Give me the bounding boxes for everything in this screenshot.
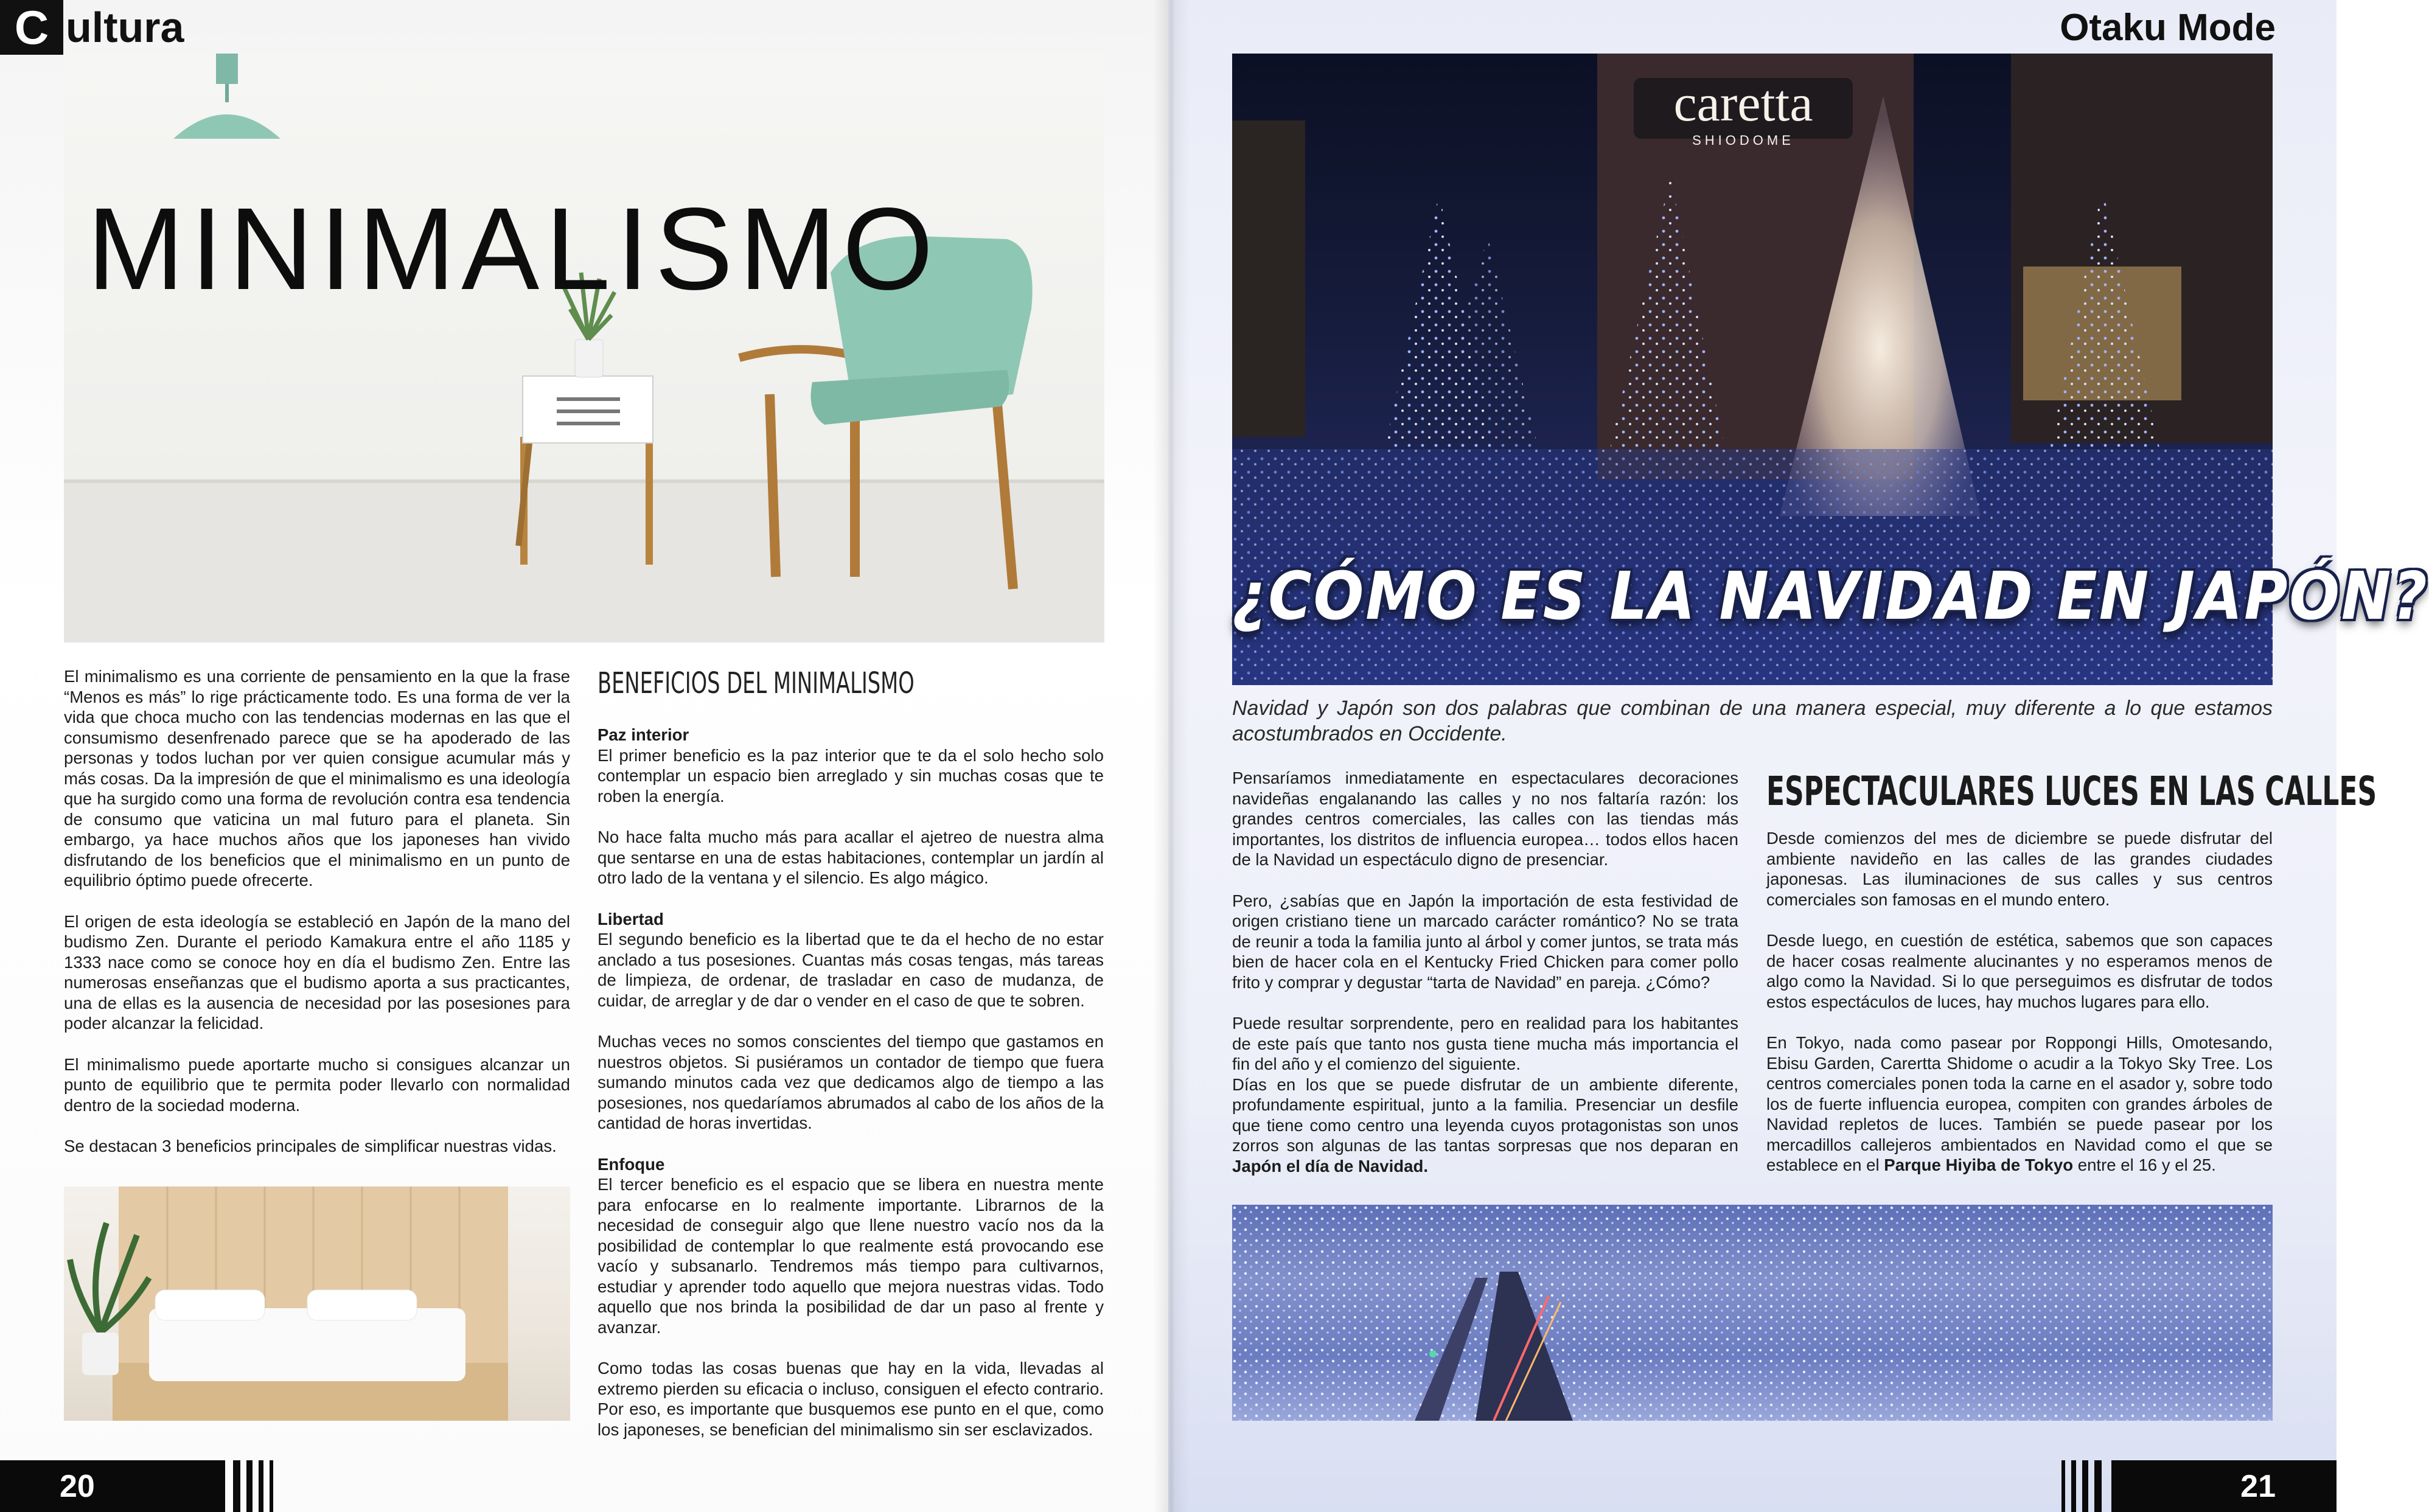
caretta-sign-sub: SHIODOME [1692,133,1794,148]
benefit-title: Libertad [598,909,664,928]
paragraph: Se destacan 3 beneficios principales de simplificar nuestras vidas. [64,1137,557,1155]
paragraph-text: entre el 16 y el 25. [2073,1155,2216,1174]
page-number: 21 [2240,1468,2276,1504]
left-page [0,0,1168,1512]
paragraph-text: Días en los que se puede disfrutar de un ambiente diferente, profundamente espiritual, junto a la familia. Presenciar un desfile que tiene como centro una leyenda cuyos protagonistas son unos zorros son algunas de las tantas sorpresas que nos deparan en [1232,1075,1738,1155]
lights-heading: ESPECTACULARES LUCES EN LAS CALLES [1766,768,2377,815]
paragraph: El primer beneficio es la paz interior que te da el solo hecho solo contemplar un espacio bien arreglado y sin muchas cosas que te roben la energía. [598,745,1104,806]
paragraph: Pero, ¿sabías que en Japón la importación de esta festividad de origen cristiano tiene un marcado carácter romántico? No se trata de reunir a toda la familia junto al árbol y comer juntos, se trata más bien de hacer cola en el Kentucky Fried Chicken para comer pollo frito y comprar y degustar “tarta de Navidad” en pareja. ¿Cómo? [1232,891,1738,992]
minimalism-hero-photo [64,54,1104,643]
paragraph: Como todas las cosas buenas que hay en la vida, llevadas al extremo pierden su eficacia o incluso, consiguen el efecto contrario. Por eso, es importante que busquemos ese punto en el que, como los japoneses, se benefician del minimalismo sin ser esclavizados. [598,1359,1104,1439]
paragraph: El minimalismo puede aportarte mucho si consigues alcanzar un punto de equilibrio que te permita poder llevarlo con normalidad dentro de la sociedad moderna. [64,1054,570,1115]
paragraph [1232,1075,1738,1177]
right-page [1168,0,2429,1512]
paragraph: Desde luego, en cuestión de estética, sabemos que son capaces de hacer cosas realmente alucinantes y no esperamos menos de algo como la Navidad. Si lo que perseguimos es disfrutar de todos estos espectáculos de luces, hay muchos lugares para ello. [1766,931,2273,1011]
intro-column [64,666,570,1177]
paragraph: Puede resultar sorprendente, pero en realidad para los habitantes de este país que tanto nos gusta tiene mucha más importancia el fin del año y el comienzo del siguiente. [1232,1014,1738,1073]
paragraph [1766,1033,2273,1176]
benefit-title: Paz interior [598,725,689,744]
section-label [0,0,184,55]
paragraph: Desde comienzos del mes de diciembre se puede disfrutar del ambiente navideño en las calles de las grandes ciudades japonesas. Las iluminaciones de sus calles y sus centros comerciales son famosas en el mundo entero. [1766,829,2273,909]
spine-fold [1153,0,1190,1512]
christmas-lights-hero-photo [1232,54,2429,685]
page-number-bar-right [2111,1460,2337,1512]
illuminated-street-photo [1232,1205,2273,1421]
benefits-column [598,666,1104,1460]
paragraph: El minimalismo es una corriente de pensamiento en la que la frase “Menos es más” lo rige prácticamente todo. Es una forma de ver la vida que choca mucho con las tendencias modernas en las que el consumismo desenfrenado parece que se ha apoderado de las personas y todos luchan por ver quien consigue acumular más y más cosas. Da la impresión de que el minimalismo es una ideología que ha surgido como una forma de revolución contra esa tendencia de consumo que vaticina un mal futuro para el planeta. Sin embargo, ya hace muchos años que los japoneses han vivido disfrutando de los beneficios que el minimalismo en un punto de equilibrio óptimo puede ofrecerte. [64,667,570,890]
paragraph: El segundo beneficio es la libertad que te da el hecho de no estar anclado a tus posesiones. Cuantas más cosas tengas, más tareas de limpieza, de ordenar, de trasladar en caso de mudanza, de cuidar, de arreglar y de dar o vender en el caso de que te sobren. [598,930,1104,1010]
paragraph: El tercer beneficio es el espacio que se libera en nuestra mente para enfocarse en lo realmente importante. Librarnos de la necesidad de conseguir algo que llene nuestro vacío nos da la posibilidad de contemplar lo que realmente está provocando ese vacío y subsanarlo. Tendremos más tiempo para cultivarnos, estudiar y aprender todo aquello que mejora nuestras vidas. Todo aquello que nos brinda la posibilidad de dar un paso al frente y avanzar. [598,1175,1104,1337]
page-number: 20 [60,1468,95,1504]
bedroom-photo [64,1186,570,1421]
paragraph: El origen de esta ideología se estableció en Japón de la mano del budismo Zen. Durante el periodo Kamakura entre el año 1185 y 1333 nace como se conoce hoy en día el budismo Zen. Entre las numerosas enseñanzas que el budismo aporta a sus practicantes, una de ellas es la ausencia de necesidad por las posesiones para poder alcanzar la felicidad. [64,911,570,1033]
paragraph: No hace falta mucho más para acallar el ajetreo de nuestra alma que sentarse en una de estas habitaciones, contemplar un jardín al otro lado de la ventana y el silencio. Es algo mágico. [598,827,1104,887]
intro-lede: Navidad y Japón son dos palabras que combinan de una manera especial, muy diferente a lo que estamos acostumbrados en Occidente. [1232,697,2273,745]
street-lights-illustration [1232,1205,2273,1421]
magazine-name: Otaku Mode [2060,7,2276,49]
paragraph-text: En Tokyo, nada como pasear por Roppongi Hills, Omotesando, Ebisu Garden, Carertta Shidome o acudir a la Tokyo Sky Tree. Los centros comerciales ponen toda la carne en el asador y, sobre todo los de fuerte influencia europea, compiten con grandes árboles de Navidad repletos de luces. También se puede pasear por los mercadillos callejeros ambientados en Navidad como el que se establece en el [1766,1033,2273,1174]
benefits-heading: BENEFICIOS DEL MINIMALISMO [598,666,915,700]
page-number-bar-left [0,1460,225,1512]
emphasis-text: Japón el día de Navidad. [1232,1156,1429,1176]
christmas-column-right [1766,768,2377,1196]
footer-stripes-right [2052,1460,2107,1512]
article-title: MINIMALISMO [87,183,939,314]
footer-stripes-left [228,1460,283,1512]
minimal-room-illustration [64,54,1104,643]
bedroom-illustration [64,1186,570,1421]
paragraph: Pensaríamos inmediatamente en espectaculares decoraciones navideñas engalanando las calles y no nos faltaría razón: los grandes centros comerciales, las calles con las tiendas más importantes, los distritos de influencia europea… todos ellos hacen de la Navidad un espectáculo digno de presenciar. [1232,768,1738,869]
christmas-column-left [1232,768,1738,1197]
benefit-title: Enfoque [598,1154,665,1174]
christmas-article-title: ¿CÓMO ES LA NAVIDAD EN JAPÓN? [1232,559,2429,635]
emphasis-text: Parque Hiyiba de Tokyo [1884,1155,2074,1174]
section-rest: ultura [66,4,184,51]
caretta-sign: caretta [1673,74,1813,132]
section-initial: C [0,0,63,55]
paragraph: Muchas veces no somos conscientes del tiempo que gastamos en nuestros objetos. Si pusiéramos un contador de tiempo que fuera sumando minutos cada vez que dedicamos algo de tiempo a las posesiones, nos quedaríamos abrumados al cabo de los años de la cantidad de horas invertidas. [598,1032,1104,1132]
